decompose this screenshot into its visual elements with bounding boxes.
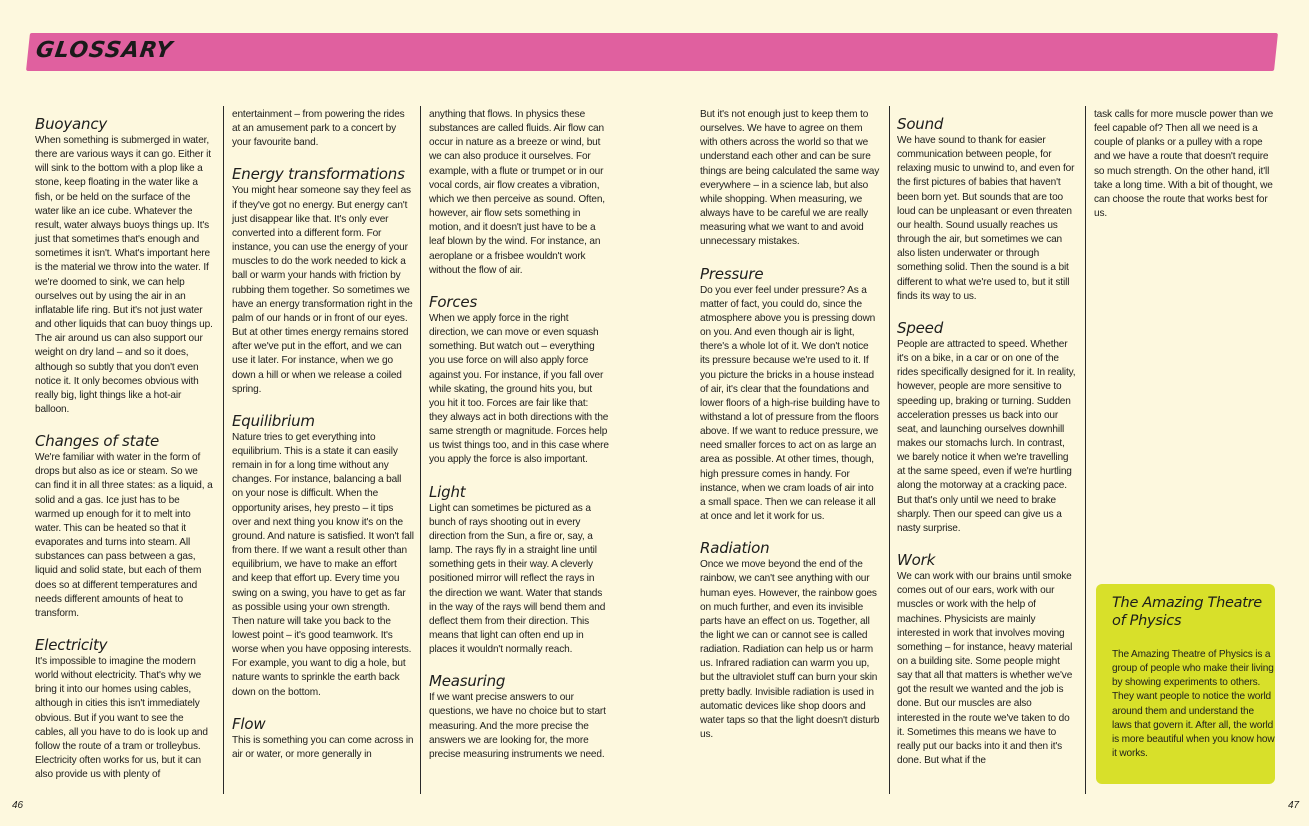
term-measuring: Measuring [429,672,506,691]
info-box [1096,584,1275,784]
column-rule [1085,106,1086,794]
definition-electricity-cont: entertainment – from powering the rides at an amusement park to a concert by your favourite band. [232,109,405,149]
term-sound: Sound [897,115,944,133]
column-1 [35,114,215,782]
page-number-left: 46 [12,800,24,811]
definition-measuring-cont: But it's not enough just to keep them to ourselves. We have to agree on them with others across the world so that we understand each other and can be sure things are being calculated the same way everywhere – in a science lab, but also while shopping. When measuring, we always have to be careful we are really measuring what we want to and avoid unnecessary mistakes. [700,109,880,248]
definition-flow-cont: anything that flows. In physics these substances are called fluids. Air flow can occur in nature as a breeze or wind, but we can also produce it ourselves. For example, with a flute or trumpet or in our vocal cords, air flow creates a vibration, which we then perceive as sound. Often, however, air flow sets something in motion, and it doesn't just have to be a leaf blown by the wind. For instance, an aeroplane or a frisbee wouldn't work without the flow of air. [429,109,605,276]
term-speed: Speed [897,318,944,337]
term-radiation: Radiation [700,539,770,558]
definition-flow: This is something you can come across in air or water, or more generally in [232,734,414,760]
term-changes-of-state: Changes of state [35,432,160,451]
term-flow: Flow [232,714,266,733]
column-rule [223,106,224,794]
term-work: Work [897,551,936,570]
column-6 [1094,108,1276,221]
definition-work-cont: task calls for more muscle power than we feel capable of? Then all we need is a couple of planks or a pulley with a rope and we have a route that doesn't require so much strength. On the other hand, it'll take a long time. With a bit of thought, we can choose the route that works best for us. [1094,109,1274,220]
glossary-banner [26,33,1278,71]
column-4 [700,108,880,742]
definition-pressure: Do you ever feel under pressure? As a matter of fact, you could do, since the atmosphere above you is pressing down on you. And even though air is light, there's a whole lot of it. We don't notice its pressure because we're used to it. If you picture the bricks in a house instead of air, it's clear that the foundations and lower floors of a high-rise building have to withstand a lot of pressure from the floors above. If we want to reduce pressure, we need smaller forces to act on as large an area as possible. At other times, though, high pressure comes in handy. For instance, when we cram loads of air into a small space. Then we can release it all at once and let it work for us. [700,284,880,523]
column-5 [897,114,1077,768]
term-energy-transformations: Energy transformations [232,165,405,184]
term-electricity: Electricity [35,636,108,654]
definition-changes-of-state: We're familiar with water in the form of drops but also as ice or steam. So we can find it in all three states: as a liquid, a solid and a gas. Ice just has to be warmed up enough for it to melt into water. This can be heated so that it evaporates and turns into steam. All substances can pass between a gas, liquid and solid state, but each of them does so at different temperatures and needs different amounts of heat to transform. [35,452,213,619]
term-pressure: Pressure [700,264,764,283]
page-number-right: 47 [1288,800,1300,811]
column-rule [420,106,421,794]
definition-radiation: Once we move beyond the end of the rainbow, we can't see anything with our human eyes. However, the rainbow goes on much further, and even its invisible parts have an effect on us. Together, all the light we can or cannot see is called radiation. Radiation can help us or harm us. Infrared radiation can warm you up, but the ultraviolet stuff can burn your skin pretty badly. Invisible radiation is used in automatic devices like shop doors and water taps so that the light doesn't disturb us. [700,559,880,741]
definition-electricity: It's impossible to imagine the modern world without electricity. That's why we bring it into our homes using cables, although in cities this isn't immediately obvious. But if you want to see the cables, all you have to do is look up and follow the route of a tram or trolleybus. Electricity often works for us, but it can also provide us with plenty of [35,656,208,781]
column-rule [889,106,890,794]
info-box-title: The Amazing Theatre of Physics [1112,595,1262,629]
definition-sound: We have sound to thank for easier communication between people, for relaxing music to unwind to, and even for the first pictures of babies that haven't been born yet. But sounds that are too loud can be unpleasant or even threaten our health. Sound usually reaches us through the air, but sometimes we can also listen underwater or through something solid. Then the sound is a bit different to what we're used to, but it still finds its way to us. [897,135,1075,302]
definition-speed: People are attracted to speed. Whether it's on a bike, in a car or on one of the rides specifically designed for it. In reality, however, people are more sensitive to speeding up, braking or turning. Sudden acceleration presses us back into our seat, and launching ourselves downhill makes our stomachs lurch. In contrast, we barely notice it when we're travelling at the same speed, even if we're hurtling along the motorway at a cracking pace. But that's only until we need to brake sharply. Then our speed can give us a nasty surprise. [897,338,1076,534]
definition-light: Light can sometimes be pictured as a bunch of rays shooting out in every direction from the Sun, a fire or, say, a lamp. The rays fly in a straight line until something gets in their way. A cleverly positioned mirror will reflect the rays in the direction we want. Water that stands in the way of the rays will bend them and deflect them from their direction. This means that light can often end up in places it wouldn't normally reach. [429,502,606,656]
column-3 [429,108,609,762]
term-buoyancy: Buoyancy [35,115,108,133]
term-equilibrium: Equilibrium [232,411,315,430]
definition-work: We can work with our brains until smoke comes out of our ears, work with our muscles or work with the help of machines. Physicists are mainly interested in work that involves moving something – for instance, heavy material on a building site. Some people might say that all that matters is whether we've got the result we wanted and the job is done. But our muscles are also interested in the route we've taken to do it. Sometimes this means we have to really put our backs into it and then it's done. But what if the [897,571,1073,767]
info-box-body: The Amazing Theatre of Physics is a group of people who make their living by showing experiments to others. They want people to notice the world around them and understand the laws that govern it. After all, the world is more beautiful when you know how it works. [1112,649,1275,760]
page-title: GLOSSARY [34,38,175,63]
definition-energy-transformations: You might hear someone say they feel as if they've got no energy. But energy can't just disappear like that. It's only ever converted into a different form. For instance, you can use the energy of your muscles to do the work needed to kick a ball or warm your hands with friction by rubbing them together. So sometimes we have an energy transformation right in the palm of our hands or in front of our eyes. But at other times energy remains stored after we've put in the effort, and we can use it later. For instance, when we go down a hill or when we release a coiled spring. [232,185,413,395]
term-forces: Forces [429,292,478,311]
column-2 [232,108,414,762]
definition-forces: When we apply force in the right direction, we can move or even squash something. But watch out – everything you use force on will also apply force against you. For instance, if you fall over while skating, the ground hits you, but you hit it too. Forces are fair like that: they always act in both directions with the same strength or magnitude. Forces help us twist things too, and in this case where you apply the force is also important. [429,312,609,466]
definition-buoyancy: When something is submerged in water, there are various ways it can go. Either it will sink to the bottom with a plop like a stone, keep floating in the water like a fish, or be held on the surface of the water like an ice cube. Whatever the result, water always buoys things up. It's just that sometimes that's enough and sometimes it isn't. What's important here is the material we throw into the water. If we're doomed to sink, we can help ourselves out by using the air in an inflatable life ring. But it's not just water and other liquids that can buoy things up. The air around us can also support our weight on dry land – and so it does, although so subtly that you don't even notice it. It only becomes obvious with really big, light things like a hot-air balloon. [35,135,213,415]
definition-equilibrium: Nature tries to get everything into equilibrium. This is a state it can easily remain in for a long time without any changes. For instance, balancing a ball on your nose is difficult. When the opportunity arises, hey presto – it tips over and next thing you know it's on the ground. And nature is satisfied. It won't fall from there. If we want a result other than equilibrium, we have to make an effort and keep that effort up. Every time you swing on a swing, you have to get as far as possible using your own strength. Then nature will take you back to the lowest point – it's good teamwork. It's worse when you have opposing interests. For example, you want to dig a hole, but nature wants to sprinkle the earth back down on the bottom. [232,431,414,698]
definition-measuring: If we want precise answers to our questions, we have no choice but to start measuring. And the more precise the answers we are looking for, the more precise measuring instruments we need. [429,692,606,760]
term-light: Light [429,482,466,501]
